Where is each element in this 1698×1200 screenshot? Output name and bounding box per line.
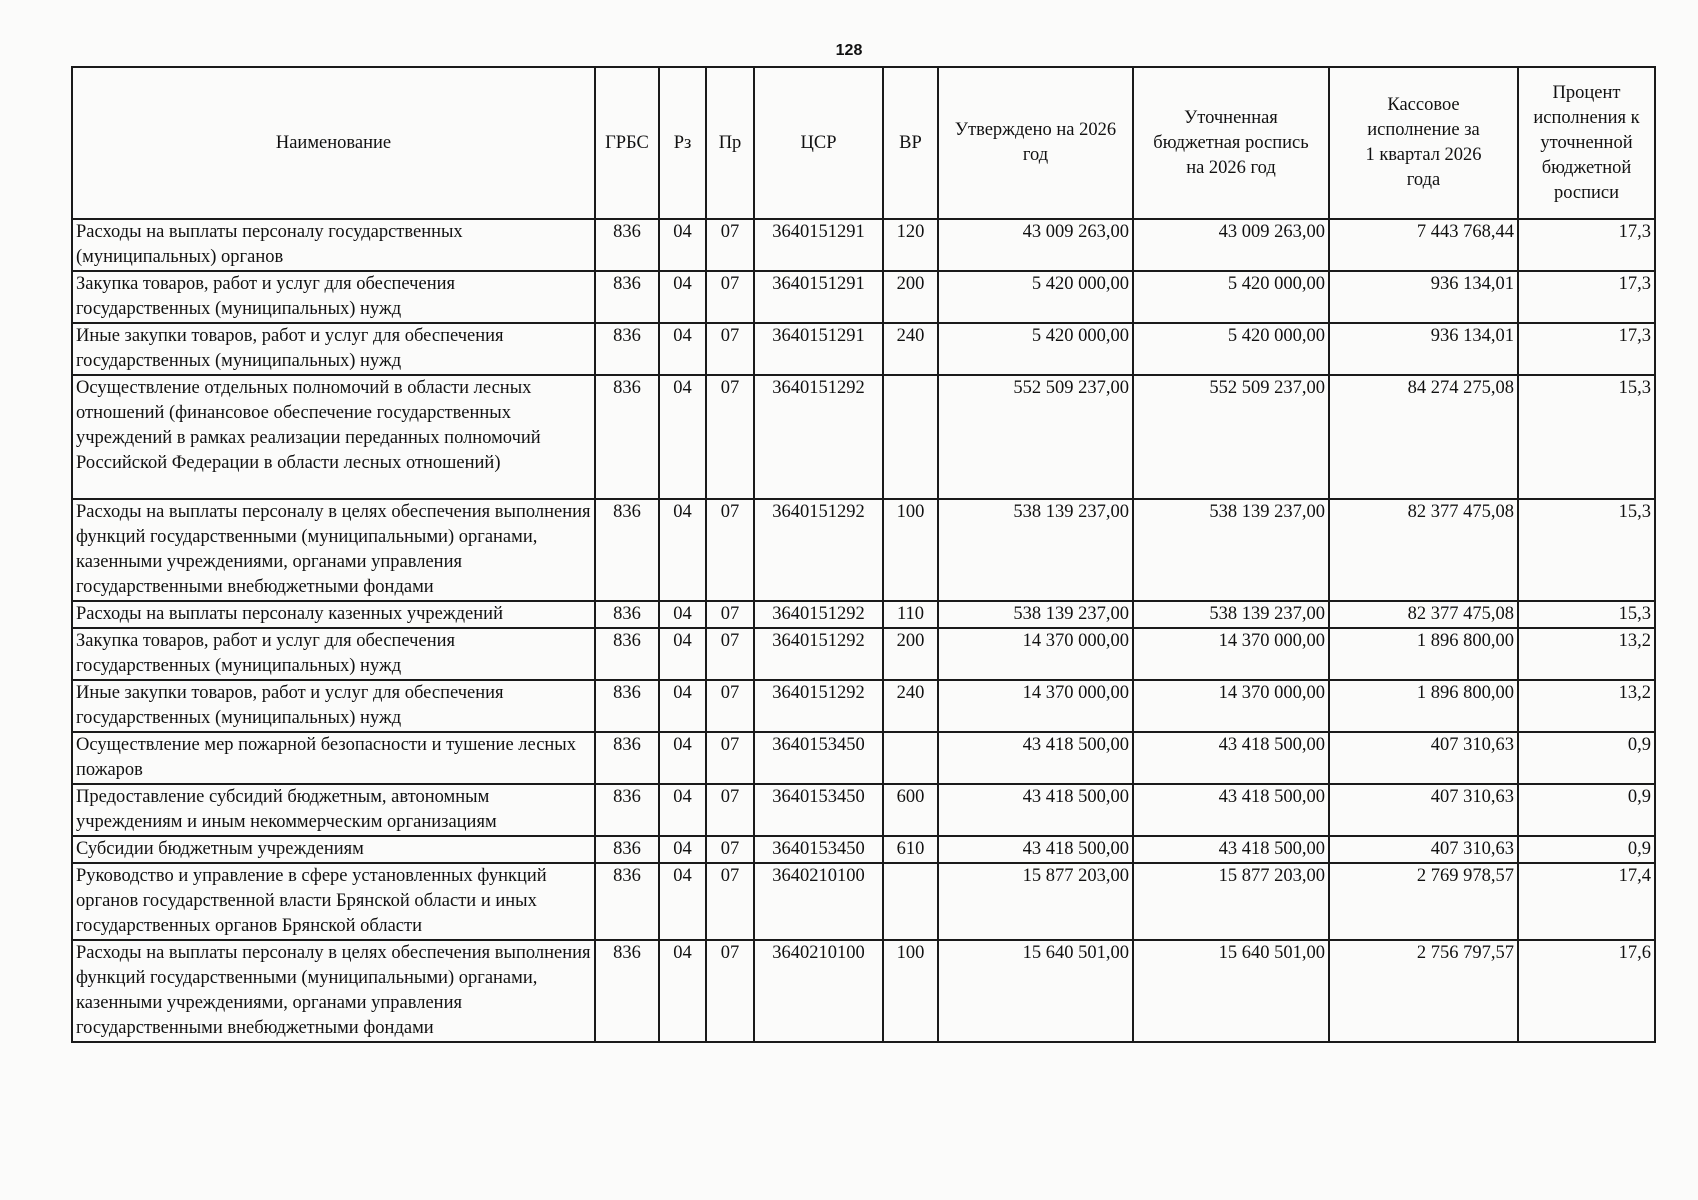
cell-rz: 04 [659,784,706,836]
header-refined: Уточненная бюджетная роспись на 2026 год [1133,67,1329,219]
cell-refined: 14 370 000,00 [1133,680,1329,732]
cell-approved: 5 420 000,00 [938,323,1133,375]
cell-percent: 17,3 [1518,323,1655,375]
table-row [72,499,1655,601]
header-row [72,67,1655,219]
cell-rz: 04 [659,732,706,784]
cell-approved: 14 370 000,00 [938,680,1133,732]
cell-percent: 15,3 [1518,375,1655,499]
table-row [72,680,1655,732]
cell-csr: 3640151292 [754,628,883,680]
cell-cash: 407 310,63 [1329,784,1518,836]
cell-csr: 3640151292 [754,601,883,628]
cell-rz: 04 [659,863,706,940]
cell-pr: 07 [706,499,754,601]
cell-rz: 04 [659,375,706,499]
cell-rz: 04 [659,680,706,732]
cell-name: Расходы на выплаты персоналу в целях обеспечения выполнения функций государственными (муниципальными) органами, казенными учреждениями, органами управления государственными внебюджетными фондами [72,940,595,1042]
cell-name: Осуществление мер пожарной безопасности и тушение лесных пожаров [72,732,595,784]
table-row [72,219,1655,271]
cell-rz: 04 [659,940,706,1042]
header-name: Наименование [72,67,595,219]
cell-approved: 43 418 500,00 [938,836,1133,863]
cell-name: Расходы на выплаты персоналу казенных учреждений [72,601,595,628]
table-body [72,219,1655,1042]
cell-pr: 07 [706,219,754,271]
cell-vr: 200 [883,271,938,323]
cell-grbs: 836 [595,680,659,732]
cell-pr: 07 [706,628,754,680]
cell-cash: 407 310,63 [1329,836,1518,863]
cell-refined: 43 418 500,00 [1133,784,1329,836]
cell-rz: 04 [659,499,706,601]
cell-csr: 3640151291 [754,323,883,375]
budget-table [71,66,1656,1043]
cell-refined: 538 139 237,00 [1133,601,1329,628]
cell-rz: 04 [659,323,706,375]
cell-approved: 43 418 500,00 [938,732,1133,784]
cell-name: Руководство и управление в сфере установленных функций органов государственной власти Брянской области и иных государственных органов Брянской области [72,863,595,940]
cell-pr: 07 [706,732,754,784]
cell-rz: 04 [659,628,706,680]
cell-grbs: 836 [595,836,659,863]
cell-name: Иные закупки товаров, работ и услуг для обеспечения государственных (муниципальных) нужд [72,323,595,375]
table-row [72,863,1655,940]
table-row [72,375,1655,499]
cell-vr [883,863,938,940]
cell-name: Осуществление отдельных полномочий в области лесных отношений (финансовое обеспечение государственных учреждений в рамках реализации переданных полномочий Российской Федерации в области лесных отношений) [72,375,595,499]
table-row [72,836,1655,863]
cell-percent: 17,4 [1518,863,1655,940]
cell-refined: 552 509 237,00 [1133,375,1329,499]
cell-csr: 3640151291 [754,219,883,271]
cell-vr: 100 [883,940,938,1042]
table-row [72,601,1655,628]
header-cash: Кассовое исполнение за 1 квартал 2026 года [1329,67,1518,219]
cell-vr [883,732,938,784]
cell-vr: 120 [883,219,938,271]
cell-vr: 100 [883,499,938,601]
cell-name: Закупка товаров, работ и услуг для обеспечения государственных (муниципальных) нужд [72,628,595,680]
cell-vr: 610 [883,836,938,863]
cell-approved: 5 420 000,00 [938,271,1133,323]
cell-pr: 07 [706,375,754,499]
cell-approved: 538 139 237,00 [938,499,1133,601]
cell-cash: 2 756 797,57 [1329,940,1518,1042]
cell-approved: 552 509 237,00 [938,375,1133,499]
cell-percent: 0,9 [1518,732,1655,784]
cell-vr [883,375,938,499]
header-grbs: ГРБС [595,67,659,219]
cell-refined: 15 877 203,00 [1133,863,1329,940]
cell-approved: 43 009 263,00 [938,219,1133,271]
header-percent: Процент исполнения к уточненной бюджетной росписи [1518,67,1655,219]
table-row [72,784,1655,836]
header-csr: ЦСР [754,67,883,219]
cell-cash: 1 896 800,00 [1329,628,1518,680]
cell-name: Субсидии бюджетным учреждениям [72,836,595,863]
header-approved: Утверждено на 2026 год [938,67,1133,219]
cell-vr: 240 [883,680,938,732]
table-row [72,732,1655,784]
cell-grbs: 836 [595,375,659,499]
cell-name: Расходы на выплаты персоналу в целях обеспечения выполнения функций государственными (муниципальными) органами, казенными учреждениями, органами управления государственными внебюджетными фондами [72,499,595,601]
cell-csr: 3640210100 [754,863,883,940]
cell-pr: 07 [706,784,754,836]
cell-rz: 04 [659,271,706,323]
cell-rz: 04 [659,601,706,628]
cell-percent: 17,6 [1518,940,1655,1042]
cell-cash: 7 443 768,44 [1329,219,1518,271]
cell-rz: 04 [659,219,706,271]
cell-grbs: 836 [595,323,659,375]
cell-cash: 407 310,63 [1329,732,1518,784]
cell-pr: 07 [706,271,754,323]
cell-cash: 82 377 475,08 [1329,601,1518,628]
cell-cash: 1 896 800,00 [1329,680,1518,732]
cell-csr: 3640151292 [754,680,883,732]
header-pr: Пр [706,67,754,219]
cell-percent: 15,3 [1518,499,1655,601]
cell-grbs: 836 [595,940,659,1042]
cell-cash: 84 274 275,08 [1329,375,1518,499]
cell-percent: 17,3 [1518,219,1655,271]
cell-vr: 110 [883,601,938,628]
cell-grbs: 836 [595,784,659,836]
page-number: 128 [835,42,863,59]
cell-percent: 13,2 [1518,628,1655,680]
cell-grbs: 836 [595,863,659,940]
cell-percent: 13,2 [1518,680,1655,732]
table-header [72,67,1655,219]
header-rz: Рз [659,67,706,219]
cell-cash: 936 134,01 [1329,271,1518,323]
cell-percent: 17,3 [1518,271,1655,323]
cell-refined: 43 418 500,00 [1133,836,1329,863]
cell-refined: 43 418 500,00 [1133,732,1329,784]
cell-cash: 2 769 978,57 [1329,863,1518,940]
cell-vr: 240 [883,323,938,375]
cell-grbs: 836 [595,499,659,601]
cell-percent: 15,3 [1518,601,1655,628]
cell-cash: 82 377 475,08 [1329,499,1518,601]
cell-csr: 3640210100 [754,940,883,1042]
cell-csr: 3640153450 [754,836,883,863]
cell-approved: 43 418 500,00 [938,784,1133,836]
cell-name: Предоставление субсидий бюджетным, автономным учреждениям и иным некоммерческим организациям [72,784,595,836]
cell-csr: 3640153450 [754,784,883,836]
cell-grbs: 836 [595,601,659,628]
table-row [72,628,1655,680]
cell-name: Иные закупки товаров, работ и услуг для обеспечения государственных (муниципальных) нужд [72,680,595,732]
cell-name: Закупка товаров, работ и услуг для обеспечения государственных (муниципальных) нужд [72,271,595,323]
table-row [72,940,1655,1042]
cell-approved: 14 370 000,00 [938,628,1133,680]
cell-grbs: 836 [595,628,659,680]
table-row [72,323,1655,375]
cell-grbs: 836 [595,732,659,784]
cell-pr: 07 [706,863,754,940]
table-row [72,271,1655,323]
cell-pr: 07 [706,323,754,375]
cell-csr: 3640153450 [754,732,883,784]
cell-pr: 07 [706,601,754,628]
cell-rz: 04 [659,836,706,863]
cell-csr: 3640151292 [754,499,883,601]
cell-refined: 5 420 000,00 [1133,271,1329,323]
cell-refined: 5 420 000,00 [1133,323,1329,375]
cell-refined: 538 139 237,00 [1133,499,1329,601]
cell-percent: 0,9 [1518,784,1655,836]
cell-vr: 200 [883,628,938,680]
cell-pr: 07 [706,680,754,732]
cell-refined: 14 370 000,00 [1133,628,1329,680]
cell-name: Расходы на выплаты персоналу государственных (муниципальных) органов [72,219,595,271]
cell-cash: 936 134,01 [1329,323,1518,375]
cell-csr: 3640151291 [754,271,883,323]
cell-approved: 538 139 237,00 [938,601,1133,628]
header-vr: ВР [883,67,938,219]
cell-approved: 15 877 203,00 [938,863,1133,940]
cell-pr: 07 [706,836,754,863]
cell-grbs: 836 [595,219,659,271]
cell-refined: 43 009 263,00 [1133,219,1329,271]
cell-percent: 0,9 [1518,836,1655,863]
cell-csr: 3640151292 [754,375,883,499]
cell-approved: 15 640 501,00 [938,940,1133,1042]
cell-vr: 600 [883,784,938,836]
cell-pr: 07 [706,940,754,1042]
cell-grbs: 836 [595,271,659,323]
cell-refined: 15 640 501,00 [1133,940,1329,1042]
